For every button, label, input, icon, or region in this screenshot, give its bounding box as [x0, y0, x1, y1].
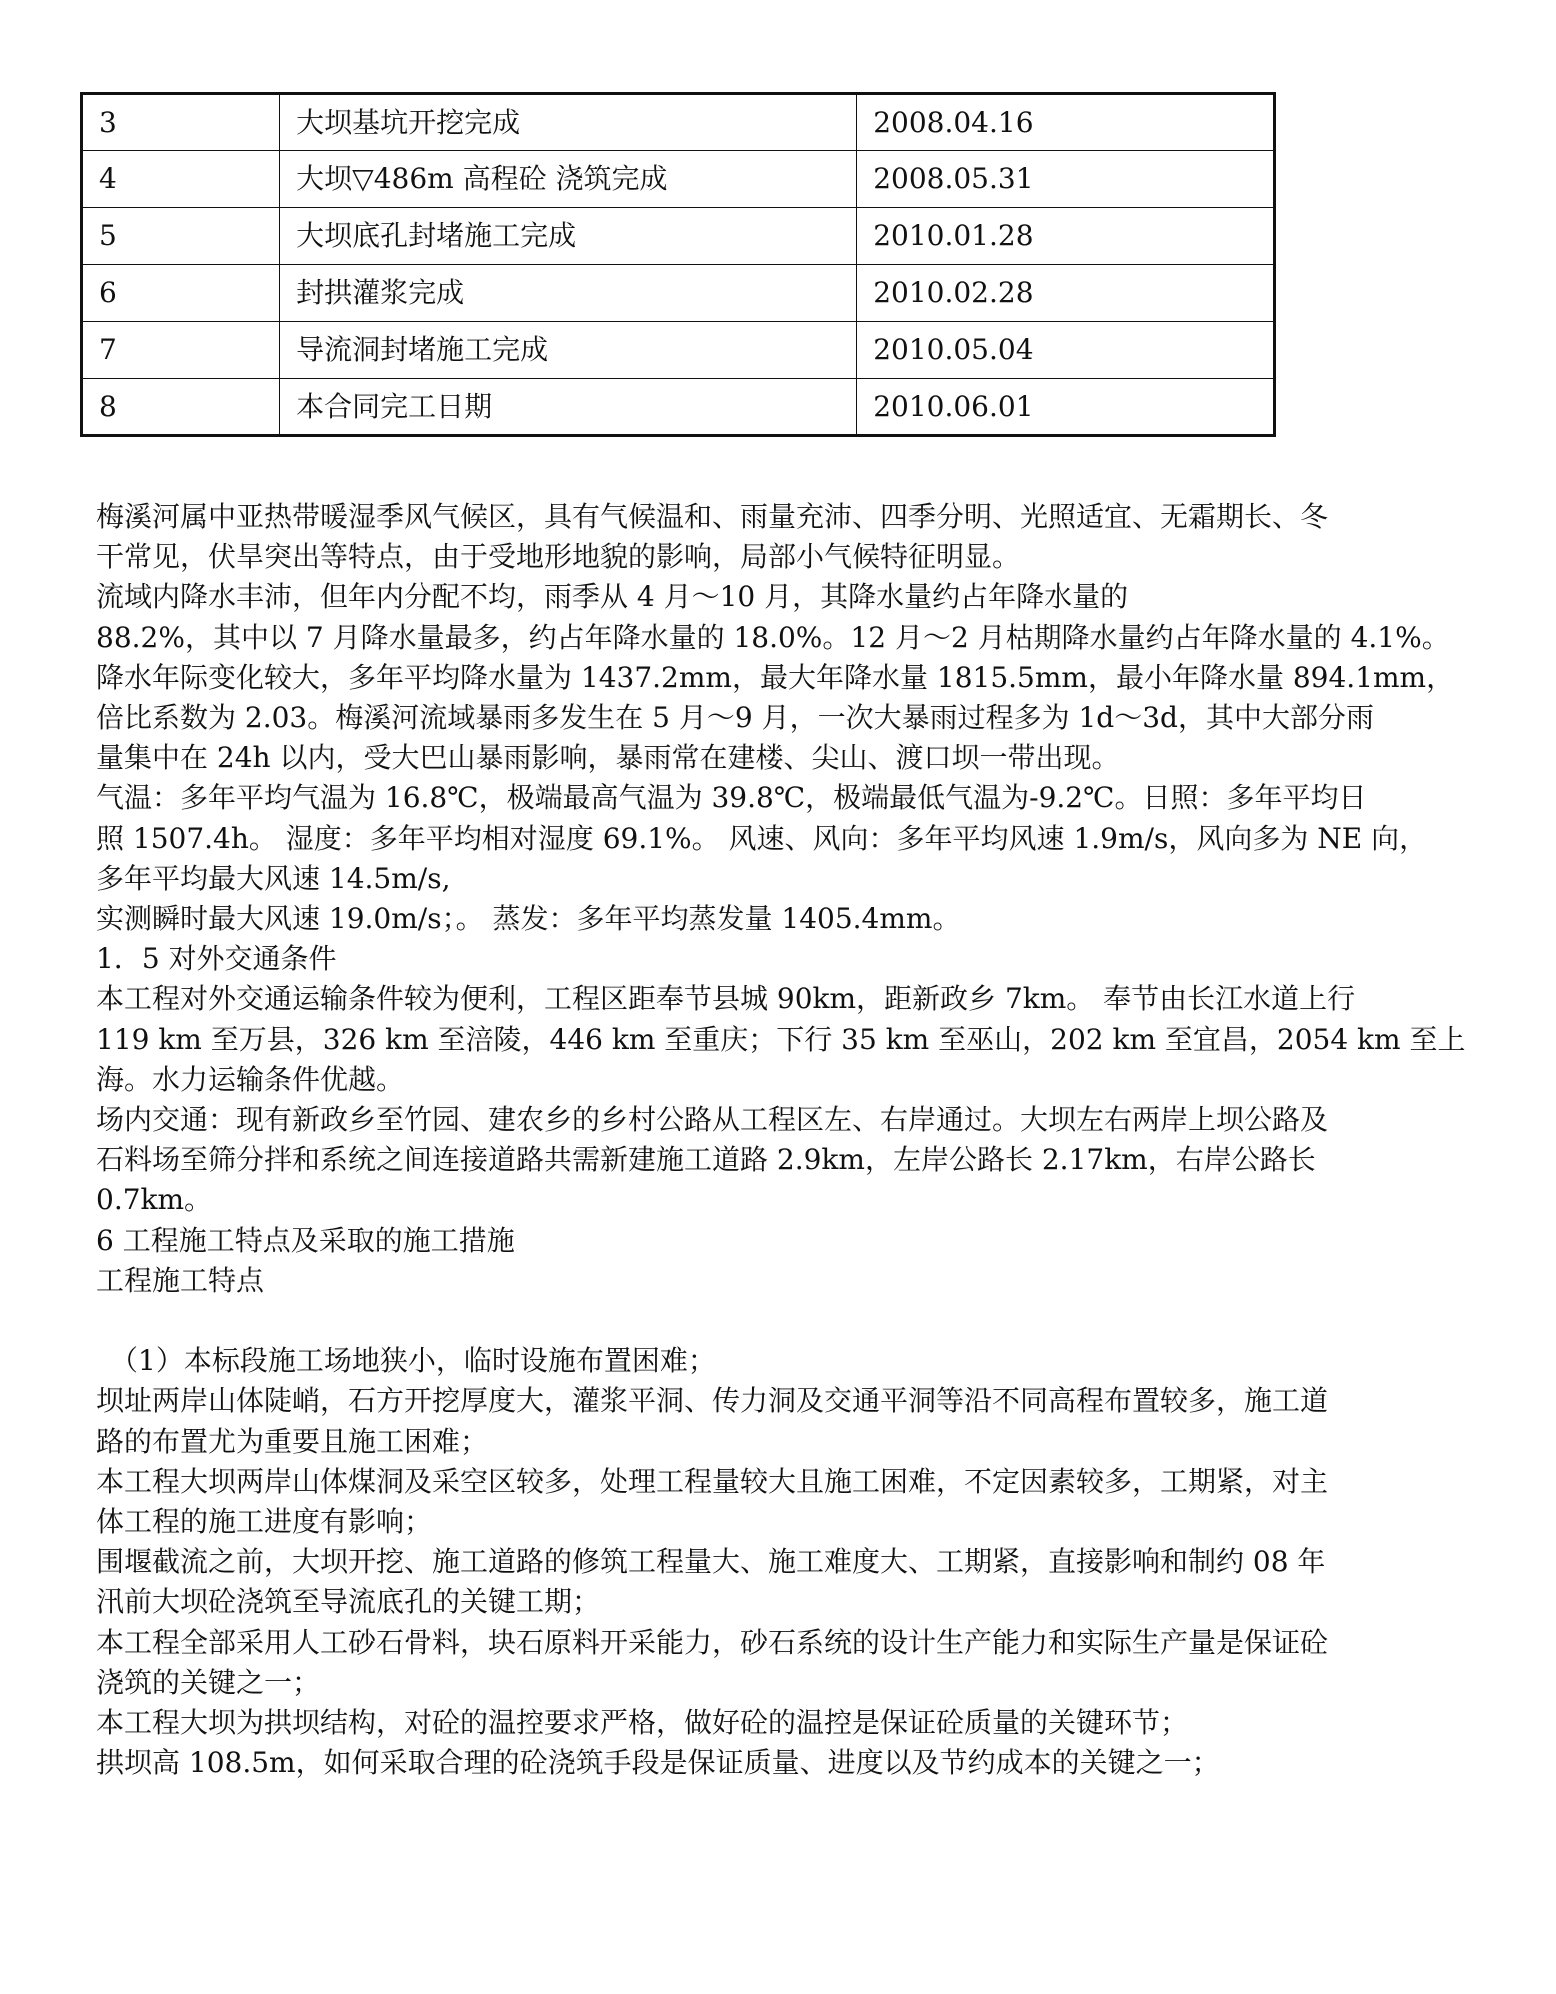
milestone-item: 本合同完工日期: [280, 379, 857, 436]
paragraph-line: 拱坝高 108.5m，如何采取合理的砼浇筑手段是保证质量、进度以及节约成本的关键之一；: [96, 1746, 1220, 1780]
paragraph-line: 路的布置尤为重要且施工困难；: [96, 1424, 489, 1458]
table-row: [82, 208, 1275, 265]
list-item: （1）本标段施工场地狭小，临时设施布置困难；: [110, 1344, 716, 1378]
body-text: [96, 497, 1476, 1783]
blank-line: [96, 1301, 1476, 1341]
table-row: [82, 379, 1275, 436]
paragraph-line: 88.2%，其中以 7 月降水量最多，约占年降水量的 18.0%。12 月～2 月枯期降水量约占年降水量的 4.1%。: [96, 620, 1450, 654]
table-row: [82, 151, 1275, 208]
paragraph-line: 降水年际变化较大，多年平均降水量为 1437.2mm，最大年降水量 1815.5mm，最小年降水量 894.1mm，: [96, 660, 1455, 694]
paragraph-line: 浇筑的关键之一；: [96, 1665, 321, 1699]
milestone-item: 大坝▽486m 高程砼 浇筑完成: [280, 151, 857, 208]
paragraph-line: 多年平均最大风速 14.5m/s,: [96, 861, 451, 895]
paragraph-line: 本工程大坝两岸山体煤洞及采空区较多，处理工程量较大且施工困难，不定因素较多，工期紧，对主: [96, 1464, 1329, 1498]
paragraph-line: 0.7km。: [96, 1183, 213, 1217]
section-heading: 1．5 对外交通条件: [96, 942, 337, 976]
milestone-date: 2010.02.28: [857, 265, 1275, 322]
row-number: 8: [82, 379, 280, 436]
table-row: [82, 94, 1275, 151]
paragraph-line: 围堰截流之前，大坝开挖、施工道路的修筑工程量大、施工难度大、工期紧，直接影响和制约 08 年: [96, 1545, 1326, 1579]
milestone-date: 2008.04.16: [857, 94, 1275, 151]
milestone-date: 2010.05.04: [857, 322, 1275, 379]
milestone-date: 2010.01.28: [857, 208, 1275, 265]
paragraph-line: 场内交通：现有新政乡至竹园、建农乡的乡村公路从工程区左、右岸通过。大坝左右两岸上坝公路及: [96, 1103, 1329, 1137]
milestone-table: [80, 92, 1276, 437]
paragraph-line: 实测瞬时最大风速 19.0m/s；。 蒸发：多年平均蒸发量 1405.4mm。: [96, 902, 961, 936]
section-heading: 6 工程施工特点及采取的施工措施: [96, 1223, 515, 1257]
milestone-item: 大坝基坑开挖完成: [280, 94, 857, 151]
milestone-date: 2010.06.01: [857, 379, 1275, 436]
paragraph-line: 照 1507.4h。 湿度：多年平均相对湿度 69.1%。 风速、风向：多年平均风速 1.9m/s，风向多为 NE 向，: [96, 821, 1428, 855]
table-row: [82, 322, 1275, 379]
milestone-item: 大坝底孔封堵施工完成: [280, 208, 857, 265]
paragraph-line: 体工程的施工进度有影响；: [96, 1505, 433, 1539]
paragraph-line: 本工程对外交通运输条件较为便利，工程区距奉节县城 90km，距新政乡 7km。 奉节由长江水道上行: [96, 982, 1356, 1016]
row-number: 5: [82, 208, 280, 265]
row-number: 6: [82, 265, 280, 322]
milestone-item: 封拱灌浆完成: [280, 265, 857, 322]
paragraph-line: 倍比系数为 2.03。梅溪河流域暴雨多发生在 5 月～9 月，一次大暴雨过程多为 1d～3d，其中大部分雨: [96, 701, 1374, 735]
milestone-item: 导流洞封堵施工完成: [280, 322, 857, 379]
row-number: 4: [82, 151, 280, 208]
paragraph-line: 本工程大坝为拱坝结构，对砼的温控要求严格，做好砼的温控是保证砼质量的关键环节；: [96, 1706, 1189, 1740]
paragraph-line: 流域内降水丰沛，但年内分配不均，雨季从 4 月～10 月，其降水量约占年降水量的: [96, 580, 1129, 614]
paragraph-line: 海。水力运输条件优越。: [96, 1062, 405, 1096]
table-row: [82, 265, 1275, 322]
row-number: 7: [82, 322, 280, 379]
paragraph-line: 梅溪河属中亚热带暖湿季风气候区，具有气候温和、雨量充沛、四季分明、光照适宜、无霜期长、冬: [96, 500, 1329, 533]
paragraph-line: 汛前大坝砼浇筑至导流底孔的关键工期；: [96, 1585, 601, 1619]
paragraph-line: 石料场至筛分拌和系统之间连接道路共需新建施工道路 2.9km，左岸公路长 2.17km，右岸公路长: [96, 1143, 1316, 1177]
paragraph-line: 坝址两岸山体陡峭，石方开挖厚度大，灌浆平洞、传力洞及交通平洞等沿不同高程布置较多，施工道: [96, 1384, 1329, 1418]
paragraph-line: 气温：多年平均气温为 16.8℃，极端最高气温为 39.8℃，极端最低气温为-9.2℃。日照：多年平均日: [96, 781, 1367, 815]
milestone-date: 2008.05.31: [857, 151, 1275, 208]
paragraph-line: 本工程全部采用人工砂石骨料，块石原料开采能力，砂石系统的设计生产能力和实际生产量是保证砼: [96, 1625, 1329, 1659]
section-subheading: 工程施工特点: [96, 1263, 265, 1297]
row-number: 3: [82, 94, 280, 151]
paragraph-line: 量集中在 24h 以内，受大巴山暴雨影响，暴雨常在建楼、尖山、渡口坝一带出现。: [96, 741, 1120, 775]
paragraph-line: 干常见，伏旱突出等特点，由于受地形地貌的影响，局部小气候特征明显。: [96, 540, 1021, 574]
paragraph-line: 119 km 至万县，326 km 至涪陵，446 km 至重庆；下行 35 km 至巫山，202 km 至宜昌，2054 km 至上: [96, 1022, 1466, 1056]
